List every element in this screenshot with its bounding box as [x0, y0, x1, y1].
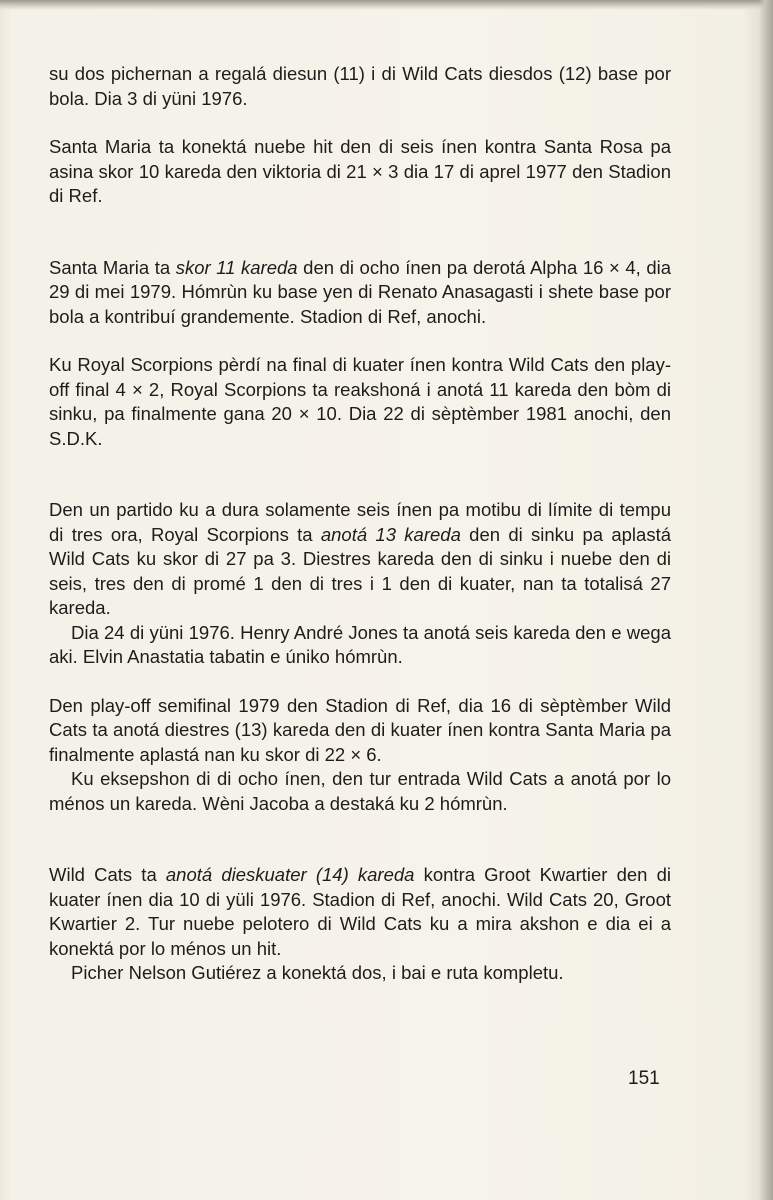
paragraph	[49, 353, 671, 451]
page-top-edge	[0, 0, 773, 10]
italic-phrase: skor 11 kareda	[175, 256, 298, 278]
text-run: den di ocho ínen pa derotá Alpha 16 × 4, dia 29 di mei 1979. Hómrùn ku base yen di Renato Anasagasti i shete base por bola a kontribuí grandemente. Stadion di Ref, anochi.	[49, 256, 672, 327]
text-run: Santa Maria ta konektá nuebe hit den di seis ínen kontra Santa Rosa pa asina skor 10 kareda den viktoria di 21 × 3 dia 17 di aprel 1977 den Stadion di Ref.	[49, 136, 671, 206]
text-run: Dia 24 di yüni 1976. Henry André Jones ta anotá seis kareda den e wega aki. Elvin Anastatia tabatin e úniko hómrùn.	[49, 621, 671, 667]
paragraph	[49, 498, 671, 621]
text-run: kontra Groot Kwartier den di kuater ínen dia 10 di yüli 1976. Stadion di Ref, anochi. Wild Cats 20, Groot Kwartier 2. Tur nuebe pelotero di Wild Cats ku a mira akshon e dia ei a konektá por lo ménos un hit.	[49, 864, 671, 959]
body-text	[49, 62, 671, 986]
text-run: Ku Royal Scorpions pèrdí na final di kuater ínen kontra Wild Cats den play-off final 4 × 2, Royal Scorpions ta reakshoná i anotá 11 kareda den bòm di sinku, pa finalmente gana 20 × 10. Dia 22 di sèptèmber 1981 anochi, den S.D.K.	[49, 354, 671, 449]
paragraph	[49, 62, 671, 111]
paragraph	[49, 767, 671, 816]
paragraph	[49, 621, 671, 670]
paragraph	[49, 135, 671, 209]
page-binding-shadow	[759, 0, 773, 1200]
italic-phrase: anotá dieskuater (14) kareda	[165, 864, 415, 885]
paragraph	[49, 863, 671, 961]
paragraph	[49, 694, 671, 768]
text-run: den di sinku pa aplastá Wild Cats ku skor di 27 pa 3. Diestres kareda den di sinku i nuebe den di seis, tres den di promé 1 den di tres i 1 den di kuater, nan ta totalisá 27 kareda.	[49, 523, 672, 618]
paragraph	[49, 961, 671, 986]
text-run: Den un partido ku a dura solamente seis ínen pa motibu di límite di tempu di tres ora, Royal Scorpions ta	[49, 499, 671, 545]
text-run: Den play-off semifinal 1979 den Stadion di Ref, dia 16 di sèptèmber Wild Cats ta anotá diestres (13) kareda den di kuater ínen kontra Santa Maria pa finalmente aplastá nan ku skor di 22 × 6.	[49, 694, 671, 765]
italic-phrase: anotá 13 kareda	[320, 523, 461, 545]
text-run: su dos pichernan a regalá diesun (11) i di Wild Cats diesdos (12) base por bola. Dia 3 di yüni 1976.	[49, 63, 671, 109]
page-number: 151	[628, 1068, 660, 1089]
text-run: Santa Maria ta	[49, 256, 176, 278]
text-run: Picher Nelson Gutiérez a konektá dos, i bai e ruta kompletu.	[71, 962, 564, 983]
text-run: Wild Cats ta	[49, 864, 166, 885]
paragraph	[49, 256, 671, 330]
text-run: Ku eksepshon di di ocho ínen, den tur entrada Wild Cats a anotá por lo ménos un kareda. Wèni Jacoba a destaká ku 2 hómrùn.	[49, 768, 671, 814]
